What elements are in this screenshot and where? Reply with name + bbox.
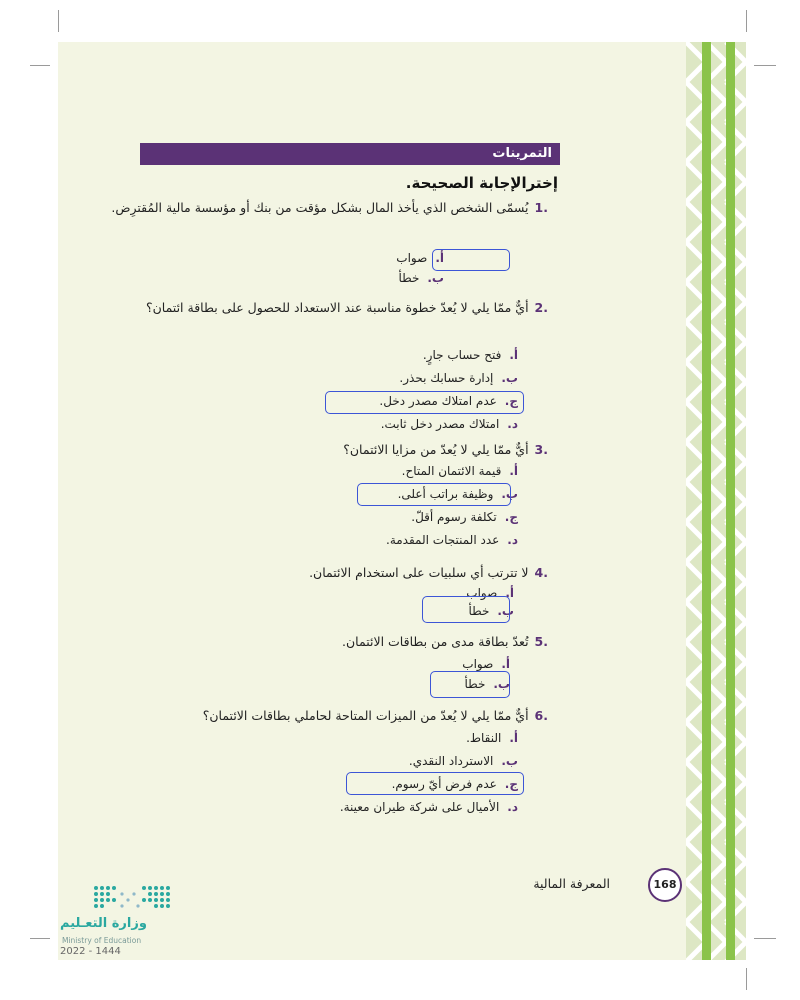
option[interactable]: ب.وظيفة براتب أعلى. (397, 487, 518, 501)
answer-highlight (422, 596, 510, 623)
question-text: يُسمّى الشخص الذي يأخذ المال بشكل مؤقت من بنك أو مؤسسة مالية المُقترِض. (111, 200, 529, 215)
option[interactable]: أ.قيمة الائتمان المتاح. (401, 464, 518, 478)
question-text: لا تترتب أي سلبيات على استخدام الائتمان. (309, 565, 529, 580)
ministry-logo-icon (92, 884, 176, 910)
question-6 (108, 706, 548, 726)
answer-highlight (357, 483, 511, 506)
crop-mark (746, 968, 747, 990)
question-text: تُعدّ بطاقة مدى من بطاقات الائتمان. (342, 634, 529, 649)
instruction-text: إخترالإجابة الصحيحة. (405, 174, 558, 192)
question-5 (108, 632, 548, 652)
question-1 (108, 198, 548, 218)
question-number: .6 (534, 708, 548, 723)
option[interactable]: أ.النقاط. (466, 731, 518, 745)
ministry-name-english: Ministry of Education (62, 936, 142, 945)
page-number: 168 (648, 868, 682, 902)
option[interactable]: ج.تكلفة رسوم أقلّ. (411, 510, 518, 524)
option[interactable]: ب.خطأ (468, 604, 514, 618)
option[interactable]: د.عدد المنتجات المقدمة. (386, 533, 518, 547)
question-3 (108, 440, 548, 460)
option[interactable]: أ.صواب (462, 657, 510, 671)
question-number: .2 (534, 300, 548, 315)
question-number: .1 (534, 200, 548, 215)
option[interactable]: ج.عدم امتلاك مصدر دخل. (379, 394, 518, 408)
answer-highlight (432, 249, 510, 271)
option[interactable]: ج.عدم فرض أيّ رسوم. (391, 777, 518, 791)
answer-highlight (346, 772, 524, 795)
answer-highlight (430, 671, 510, 698)
question-number: .3 (534, 442, 548, 457)
option[interactable]: ب.خطأ (398, 271, 444, 285)
option[interactable]: ب.إدارة حسابك بحذر. (399, 371, 518, 385)
question-text: أيٌّ ممّا يلي لا يُعدّ من الميزات المتاحة لحاملي بطاقات الائتمان؟ (202, 708, 529, 723)
book-title: المعرفة المالية (533, 876, 610, 891)
question-text: أيٌّ ممّا يلي لا يُعدّ خطوة مناسبة عند الاستعداد للحصول على بطاقة ائتمان؟ (145, 300, 529, 315)
section-title: التمرينات (140, 143, 560, 165)
option[interactable]: أ.فتح حساب جارٍ. (422, 348, 518, 362)
decorative-border (686, 42, 746, 960)
option[interactable]: أ.صواب (466, 586, 514, 600)
question-4 (108, 563, 548, 583)
question-2 (108, 298, 548, 318)
option[interactable]: د.الأميال على شركة طيران معينة. (339, 800, 518, 814)
option[interactable]: د.امتلاك مصدر دخل ثابت. (380, 417, 518, 431)
crop-mark (754, 65, 776, 66)
question-text: أيٌّ ممّا يلي لا يُعدّ من مزايا الائتمان؟ (343, 442, 529, 457)
edition-year: 2022 - 1444 (60, 946, 121, 957)
question-number: .4 (534, 565, 548, 580)
option[interactable]: ب.خطأ (464, 677, 510, 691)
option[interactable]: ب.الاسترداد النقدي. (408, 754, 518, 768)
crop-mark (30, 938, 50, 939)
option[interactable]: أ.صواب (396, 251, 444, 265)
crop-mark (30, 65, 50, 66)
crop-mark (58, 10, 59, 32)
ministry-name-arabic: وزارة التعـليم (60, 916, 147, 931)
crop-mark (746, 10, 747, 32)
crop-mark (754, 938, 776, 939)
question-number: .5 (534, 634, 548, 649)
answer-highlight (325, 391, 524, 414)
